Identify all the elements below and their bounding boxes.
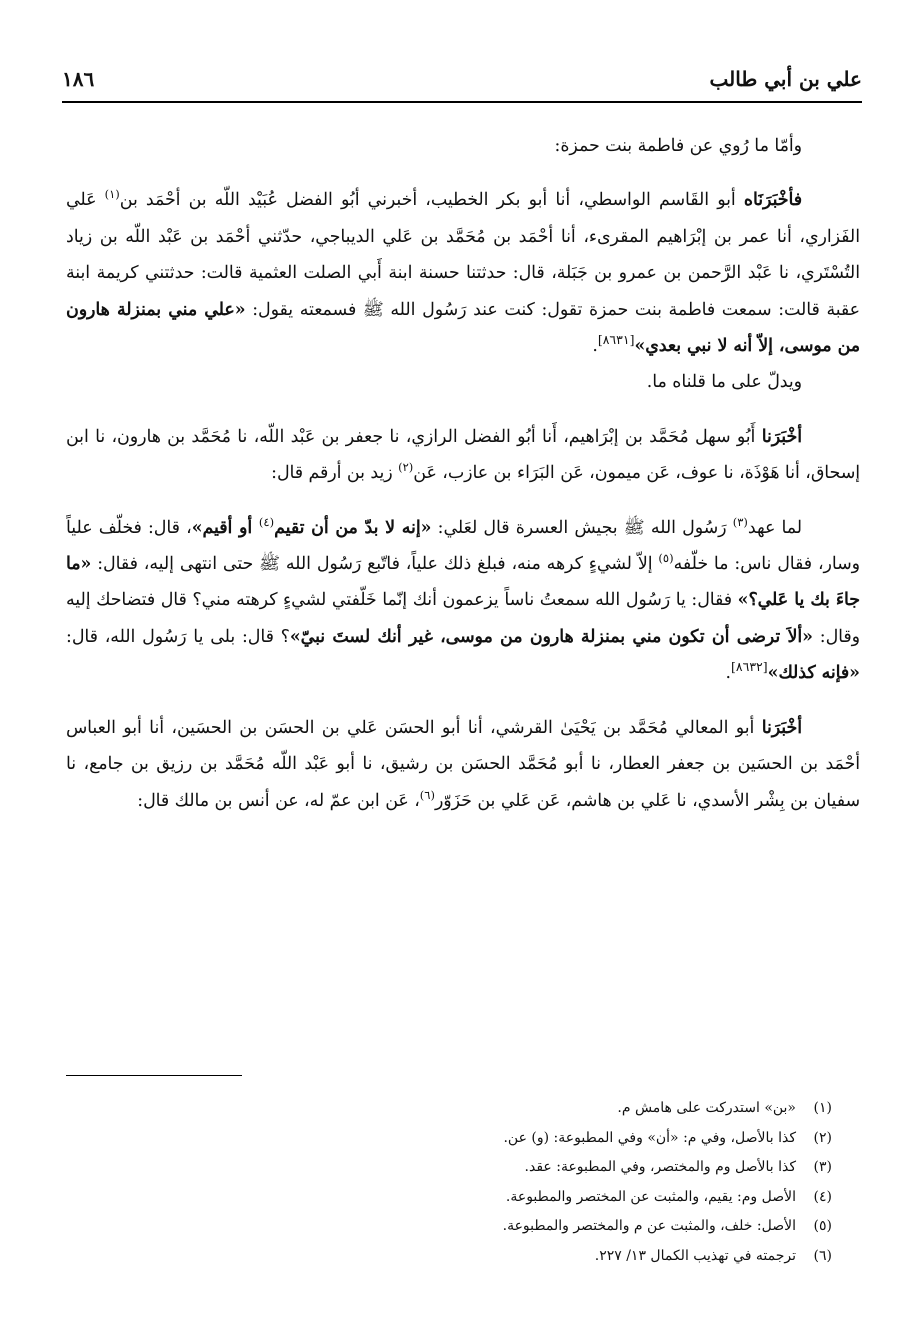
page-header — [62, 62, 862, 96]
footnote-item — [66, 1094, 860, 1124]
footnote-text: الأصل وم: يقيم، والمثبت عن المختصر والمطبوعة. — [505, 1188, 796, 1205]
footnote-marker: (٦) — [419, 787, 435, 802]
text-span: . — [725, 663, 731, 684]
footnote-item — [66, 1183, 860, 1213]
footnote-number: (١) — [813, 1100, 832, 1116]
hadith-quote: «ما جاءَ بك يا عَلي؟» — [66, 554, 860, 611]
footnote-text: الأصل: خلف، والمثبت عن م والمختصر والمطبوعة. — [502, 1218, 796, 1234]
header-divider — [62, 101, 862, 103]
hadith-quote: «إنه لا بدّ من أن تقيم — [274, 517, 432, 538]
footnote-divider — [66, 1075, 242, 1076]
running-title: علي بن أبي طالب — [709, 67, 862, 91]
hadith-quote: «فإنه كذلك» — [767, 663, 860, 684]
text-span: ؟ قال: بلى يا رَسُول الله، قال: — [66, 626, 290, 647]
hadith-number: [٨٦٣١] — [597, 332, 635, 348]
footnote-number: (٤) — [813, 1188, 832, 1205]
text-span: فقال: يا رَسُول الله سمعتُ ناساً يزعمون أنك إنّما خَلّفتي لشيءٍ كرهته مني؟ قال فتضاحك إليه وقال: — [66, 590, 861, 647]
footnote-item — [66, 1153, 860, 1183]
text-span: أبو المعالي مُحَمَّد بن يَحْيَىٰ القرشي، أنا أبو الحسَن عَلي بن الحسَن بن الحسَين، أنا أبو العباس أحْمَد بن الحسَين بن جعفر العطار، نا أبو مُحَمَّد الحسَن بن رشيق، نا أبو عَبْد اللّه مُحَمَّد بن رزيق بن جامع، نا سفيان بن بِشْر الأسدي، نا عَلي بن هاشم، عَن عَلي بن حَزَوّر — [66, 717, 860, 811]
paragraph-intro — [66, 128, 860, 164]
hadith-quote: أو أقيم» — [191, 517, 259, 538]
hadith-number: [٨٦٣٢] — [731, 659, 768, 675]
akhbarana-lead: فأخْبَرَنَاه — [743, 190, 802, 211]
footnotes — [66, 1094, 860, 1271]
text-span: رَسُول الله ﷺ بجيش العسرة قال لعَلي: — [431, 517, 733, 538]
text-span: إلاّ لشيءٍ كرهه منه، فبلغ ذلك علياً، فاتّبع رَسُول الله ﷺ حتى انتهى إليه، فقال: — [91, 554, 659, 575]
footnote-text: «بن» استدركت على هامش م. — [617, 1100, 796, 1116]
footnote-item — [66, 1212, 860, 1242]
footnote-marker: (٤) — [258, 514, 275, 529]
text-span: لما عهد — [747, 517, 802, 538]
text-span: ، قال: فخلّف علياً وسار، فقال ناس: ما خلّفه — [66, 517, 860, 575]
akhbarana-lead: أخْبَرَنا — [761, 717, 802, 738]
bridge-text: ويدلّ على ما قلناه ما. — [646, 372, 802, 393]
footnote-number: (٦) — [813, 1247, 832, 1264]
text-span: أبو القَاسم الواسطي، أنا أبو بكر الخطيب، أخبرني أبُو الفضل عُبَيْد اللّه بن أحْمَد بن — [119, 190, 744, 211]
footnote-item — [66, 1242, 860, 1272]
page-number: ١٨٦ — [62, 67, 95, 91]
paragraph-isnad-3 — [66, 710, 860, 819]
footnote-marker: (٣) — [732, 514, 748, 529]
footnote-text: كذا بالأصل وم والمختصر، وفي المطبوعة: عقد. — [524, 1159, 796, 1175]
intro-text: وأمّا ما رُوي عن فاطمة بنت حمزة: — [554, 136, 802, 156]
hadith-quote: «ألاَ ترضى أن تكون مني بمنزلة هارون من موسى، غير أنك لستَ نبيّ» — [289, 626, 813, 647]
main-text — [66, 128, 860, 819]
footnote-item — [66, 1124, 860, 1154]
footnote-number: (٣) — [813, 1159, 832, 1175]
footnote-marker: (١) — [104, 187, 120, 202]
footnote-marker: (٥) — [658, 551, 674, 566]
hadith-quote: «علي مني بمنزلة هارون من موسى، إلاّ أنه لا نبي بعدي» — [66, 299, 860, 357]
footnote-marker: (٢) — [398, 460, 414, 475]
text-span: ، عَن ابن عمّ له، عن أنس بن مالك قال: — [137, 790, 420, 811]
footnote-number: (٢) — [813, 1129, 832, 1146]
paragraph-matn — [66, 510, 860, 692]
text-span: . — [592, 336, 598, 357]
paragraph-bridge — [66, 364, 860, 400]
footnote-text: كذا بالأصل، وفي م: «أن» وفي المطبوعة: (و) عن. — [503, 1129, 796, 1146]
text-span: زيد بن أرقم قال: — [271, 463, 399, 484]
paragraph-isnad-1 — [66, 182, 860, 364]
text-span: أَبُو سهل مُحَمَّد بن إبْرَاهيم، أَنا أبُو الفضل الرازي، نا جعفر بن عَبْد اللّه، نا مُحَمَّد بن هارون، نا ابن إسحاق، أنا هَوْذَة، نا عوف، عَن ميمون، عَن البَرَاء بن عازب، عَن — [66, 426, 860, 484]
footnote-text: ترجمته في تهذيب الكمال ١٣/ ٢٢٧. — [594, 1247, 796, 1264]
footnote-number: (٥) — [813, 1218, 832, 1234]
paragraph-isnad-2 — [66, 419, 860, 492]
akhbarana-lead: أخْبَرَنا — [761, 426, 802, 447]
text-span: عَلي الفَزاري، أنا عمر بن إبْرَاهيم المقرىء، أنا أحْمَد بن مُحَمَّد بن عَلي الديباجي، حدّثني أحْمَد بن عَبْد اللّه بن زياد التُسْتَري، نا عَبْد الرَّحمن بن عمرو بن جَبَلة، قال: حدثتنا حسنة ابنة أَبي الصلت العثمية قالت: حدثتني كريمة ابنة عقبة قالت: سمعت فاطمة بنت حمزة تقول: كنت عند رَسُول الله ﷺ فسمعته يقول: — [66, 190, 860, 320]
